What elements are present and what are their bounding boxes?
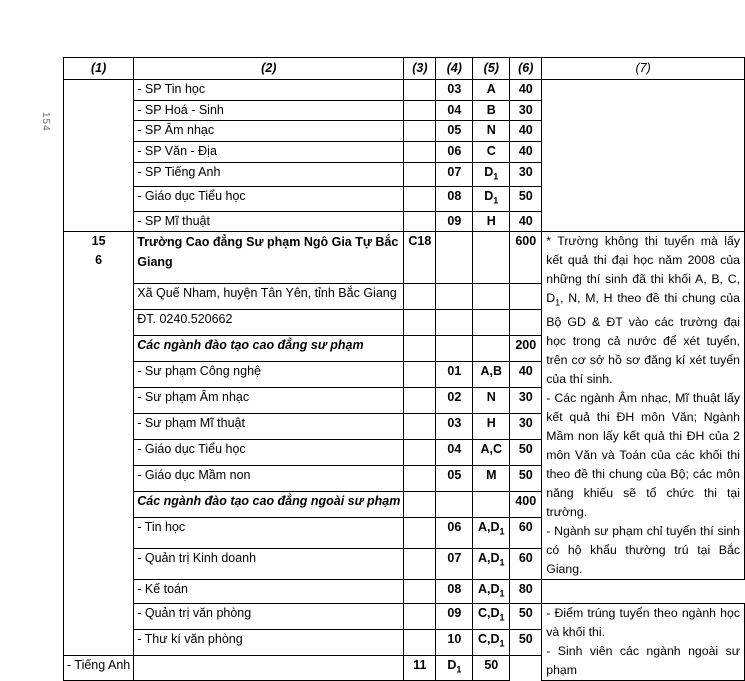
quota bbox=[510, 284, 542, 310]
quota: 50 bbox=[510, 187, 542, 212]
exam-block: N bbox=[473, 121, 510, 142]
program-code: 08 bbox=[436, 187, 473, 212]
school-code-cell bbox=[404, 630, 436, 656]
program-code: 07 bbox=[436, 548, 473, 579]
program-code: 02 bbox=[436, 388, 473, 414]
program-code: 06 bbox=[436, 518, 473, 549]
school-code-cell bbox=[404, 492, 436, 518]
page-number: 154 bbox=[40, 112, 51, 132]
quota: 30 bbox=[510, 414, 542, 440]
quota: 60 bbox=[510, 518, 542, 549]
program-name: - SP Mĩ thuật bbox=[134, 211, 404, 232]
header-col-7: (7) bbox=[542, 58, 745, 80]
quota: 30 bbox=[510, 162, 542, 187]
school-code-cell bbox=[404, 604, 436, 630]
note-p4: - Điểm trúng tuyển theo ngành học và khối thi. bbox=[546, 606, 740, 640]
table-row bbox=[64, 579, 745, 604]
program-name: - Sư phạm Âm nhạc bbox=[134, 388, 404, 414]
exam-block: H bbox=[473, 211, 510, 232]
quota: 40 bbox=[510, 362, 542, 388]
exam-block bbox=[473, 310, 510, 336]
exam-block: $A,D_1$ bbox=[473, 579, 510, 604]
school-code-cell bbox=[404, 579, 436, 604]
program-name: - Quản trị văn phòng bbox=[134, 604, 404, 630]
school-code-cell bbox=[404, 388, 436, 414]
section-title: Các ngành đào tạo cao đẳng sư phạm bbox=[134, 336, 404, 362]
program-code: 05 bbox=[436, 121, 473, 142]
program-name: - SP Hoá - Sinh bbox=[134, 100, 404, 121]
exam-block: A,B bbox=[473, 362, 510, 388]
exam-block: B bbox=[473, 100, 510, 121]
program-name: - SP Âm nhạc bbox=[134, 121, 404, 142]
admission-notes-2 bbox=[542, 604, 745, 681]
program-code: 07 bbox=[436, 162, 473, 187]
note-p2: - Các ngành Âm nhạc, Mĩ thuật lấy kết quả thi ĐH môn Văn; Ngành Mầm non lấy kết quả thi ĐH của 2 môn Văn và Toán của các khối thi theo đề thi chung của Bộ; các môn năng khiếu sẽ tổ chức thi tại trường. bbox=[546, 390, 740, 519]
school-code-cell bbox=[404, 518, 436, 549]
quota: 50 bbox=[510, 440, 542, 466]
school-code-cell bbox=[404, 310, 436, 336]
header-col-3: (3) bbox=[404, 58, 436, 80]
exam-block: $C,D_1$ bbox=[473, 604, 510, 630]
exam-block bbox=[473, 492, 510, 518]
quota: 50 bbox=[510, 466, 542, 492]
program-code: 09 bbox=[436, 211, 473, 232]
header-row bbox=[64, 58, 745, 80]
program-code: 03 bbox=[436, 80, 473, 101]
program-code: 08 bbox=[436, 579, 473, 604]
school-code-cell bbox=[404, 80, 436, 101]
program-code bbox=[436, 336, 473, 362]
program-name: - SP Tin học bbox=[134, 80, 404, 101]
quota bbox=[510, 310, 542, 336]
exam-block: $D_1$ bbox=[436, 655, 473, 681]
exam-block: $D_1$ bbox=[473, 187, 510, 212]
exam-block bbox=[473, 284, 510, 310]
school-code-cell bbox=[404, 440, 436, 466]
exam-block: A,C bbox=[473, 440, 510, 466]
program-name: - Giáo dục Tiểu học bbox=[134, 440, 404, 466]
quota: 40 bbox=[510, 121, 542, 142]
school-code-cell bbox=[404, 121, 436, 142]
exam-block: $C,D_1$ bbox=[473, 630, 510, 656]
school-code-cell bbox=[404, 284, 436, 310]
section-quota: 200 bbox=[510, 336, 542, 362]
program-name: - Sư phạm Mĩ thuật bbox=[134, 414, 404, 440]
exam-block: H bbox=[473, 414, 510, 440]
school-name: Trường Cao đẳng Sư phạm Ngô Gia Tự Bắc Giang bbox=[134, 232, 404, 284]
school-index: 15 6 bbox=[64, 232, 134, 655]
exam-block: $A,D_1$ bbox=[473, 518, 510, 549]
program-code: 03 bbox=[436, 414, 473, 440]
exam-block: N bbox=[473, 388, 510, 414]
program-code: 05 bbox=[436, 466, 473, 492]
header-col-6: (6) bbox=[510, 58, 542, 80]
school-code-cell bbox=[404, 336, 436, 362]
program-code bbox=[436, 310, 473, 336]
admission-table bbox=[63, 57, 745, 681]
program-name: - Kế toán bbox=[134, 579, 404, 604]
program-name: - SP Văn - Địa bbox=[134, 142, 404, 163]
school-quota: 600 bbox=[510, 232, 542, 284]
program-name: - Giáo dục Tiểu học bbox=[134, 187, 404, 212]
exam-block: C bbox=[473, 142, 510, 163]
program-name: - Tiếng Anh bbox=[64, 655, 134, 681]
quota: 40 bbox=[510, 80, 542, 101]
exam-block: A bbox=[473, 80, 510, 101]
note-p5: - Sinh viên các ngành ngoài sư phạm bbox=[546, 644, 740, 678]
program-code: 04 bbox=[436, 440, 473, 466]
program-name: - Thư kí văn phòng bbox=[134, 630, 404, 656]
exam-block bbox=[473, 232, 510, 284]
exam-block: $D_1$ bbox=[473, 162, 510, 187]
program-code: 01 bbox=[436, 362, 473, 388]
quota: 40 bbox=[510, 142, 542, 163]
program-code bbox=[436, 492, 473, 518]
quota: 40 bbox=[510, 211, 542, 232]
school-code-cell bbox=[134, 655, 404, 681]
school-code-cell bbox=[404, 211, 436, 232]
program-name: - Sư phạm Công nghệ bbox=[134, 362, 404, 388]
school-code-cell bbox=[404, 362, 436, 388]
program-name: - SP Tiếng Anh bbox=[134, 162, 404, 187]
quota: 60 bbox=[510, 548, 542, 579]
program-name: - Giáo dục Mầm non bbox=[134, 466, 404, 492]
quota: 50 bbox=[473, 655, 510, 681]
header-col-5: (5) bbox=[473, 58, 510, 80]
table-row bbox=[64, 604, 745, 630]
school-code: C18 bbox=[404, 232, 436, 284]
school-code-cell bbox=[404, 414, 436, 440]
header-col-1: (1) bbox=[64, 58, 134, 80]
program-name: - Tin học bbox=[134, 518, 404, 549]
quota: 30 bbox=[510, 388, 542, 414]
admission-notes bbox=[542, 232, 745, 579]
exam-block: $A,D_1$ bbox=[473, 548, 510, 579]
school-code-cell bbox=[404, 142, 436, 163]
school-code-cell bbox=[404, 100, 436, 121]
header-col-2: (2) bbox=[134, 58, 404, 80]
program-code: 06 bbox=[436, 142, 473, 163]
table-row bbox=[64, 80, 745, 101]
exam-block bbox=[473, 336, 510, 362]
program-code bbox=[436, 284, 473, 310]
note-p3: - Ngành sư phạm chỉ tuyển thí sinh có hộ khẩu thường trú tại Bắc Giang. bbox=[546, 523, 740, 576]
exam-block: M bbox=[473, 466, 510, 492]
school-code-cell bbox=[404, 187, 436, 212]
quota: 50 bbox=[510, 604, 542, 630]
program-code: 04 bbox=[436, 100, 473, 121]
section-title: Các ngành đào tạo cao đẳng ngoài sư phạm bbox=[134, 492, 404, 518]
program-code: 10 bbox=[436, 630, 473, 656]
program-code: 09 bbox=[436, 604, 473, 630]
quota: 30 bbox=[510, 100, 542, 121]
school-phone: ĐT. 0240.520662 bbox=[134, 310, 404, 336]
notes-cell bbox=[542, 80, 745, 232]
program-code: 11 bbox=[404, 655, 436, 681]
school-code-cell bbox=[404, 466, 436, 492]
school-address: Xã Quế Nham, huyện Tân Yên, tỉnh Bắc Giang bbox=[134, 284, 404, 310]
header-col-4: (4) bbox=[436, 58, 473, 80]
program-name: - Quản trị Kinh doanh bbox=[134, 548, 404, 579]
program-code bbox=[436, 232, 473, 284]
school-code-cell bbox=[404, 162, 436, 187]
section-quota: 400 bbox=[510, 492, 542, 518]
school-row bbox=[64, 232, 745, 284]
index-cell bbox=[64, 80, 134, 232]
school-code-cell bbox=[404, 548, 436, 579]
quota: 80 bbox=[510, 579, 542, 604]
quota: 50 bbox=[510, 630, 542, 656]
note-p1: * Trường không thi tuyển mà lấy kết quả thi đại học năm 2008 của những thí sinh đã thi khối A, B, C, $D_1$, N, M, H theo đề thi chung của Bộ GD & ĐT vào các trường đại học trong cả nước để xét tuyển, trên cơ sở hồ sơ đăng kí xét tuyển của thí sinh. bbox=[546, 234, 740, 386]
